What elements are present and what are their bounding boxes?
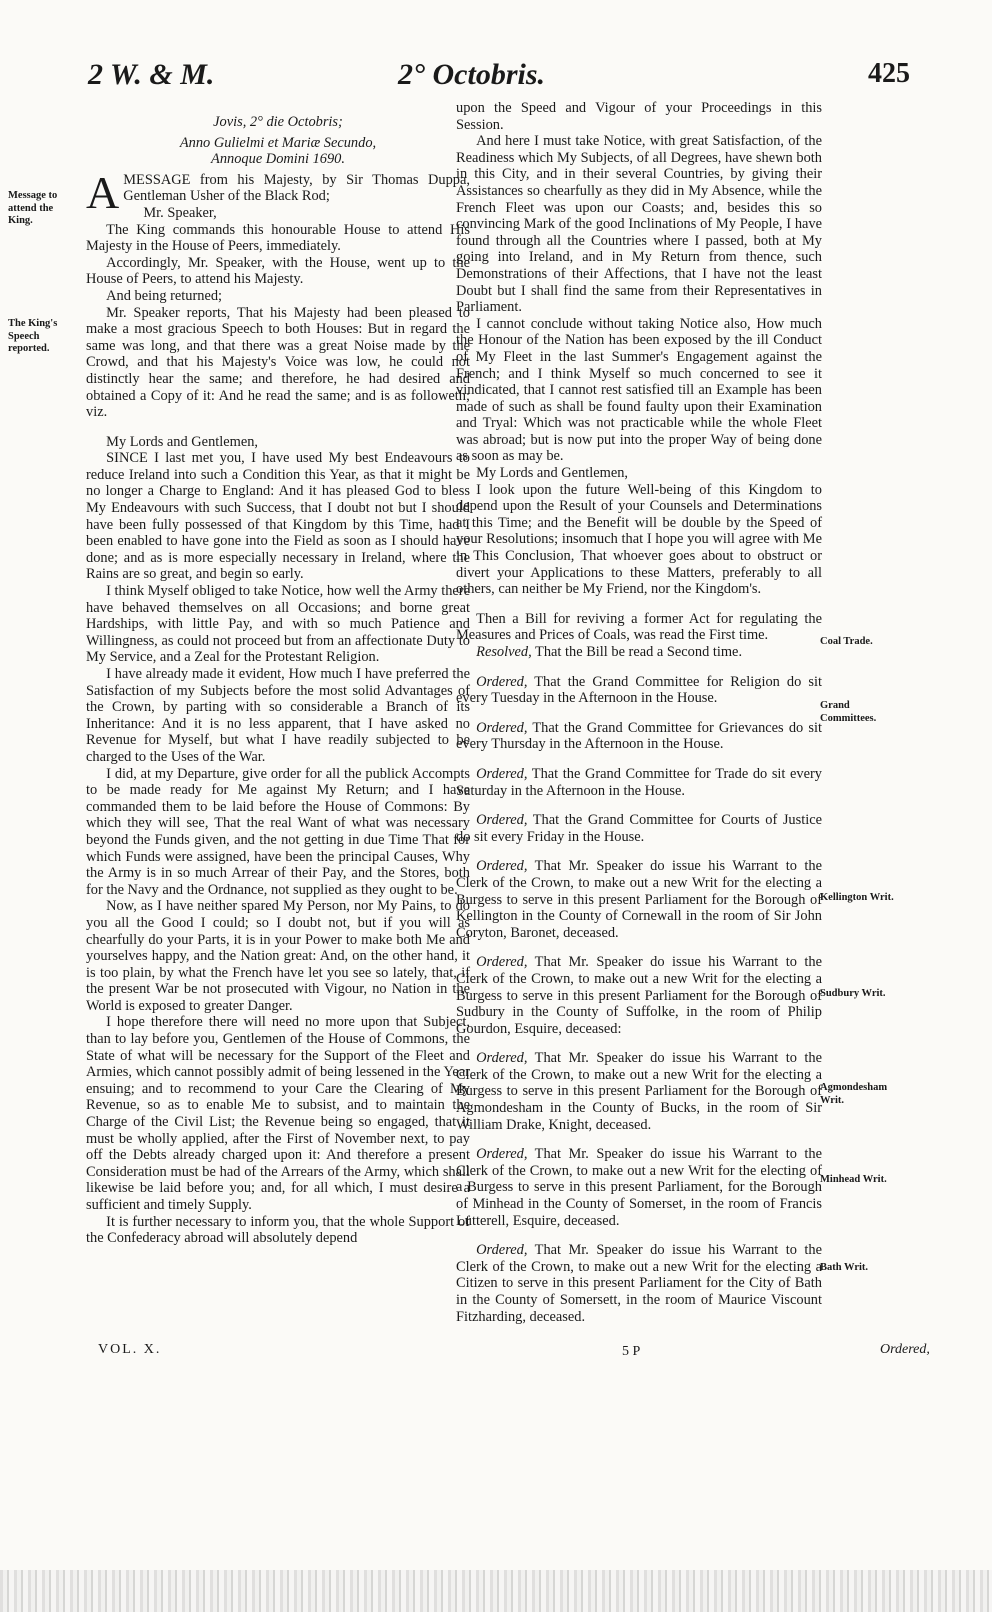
speech-paragraph: I think Myself obliged to take Notice, how well the Army there have behaved themselves on all Occasions; and borne great Hardships, with little Pay, and with so much Patience and Willingness, as could not proceed but from an affectionate Duty to My Service, and a Zeal for the Protestant Religion. [86, 583, 470, 666]
speaker-reports: Mr. Speaker reports, That his Majesty had been pleased to make a most gracious Speech to both Houses: But in regard the same was long, and that there was a great Noise made by the Crowd, and that his Majesty's Voice was low, he could not distinctly hear the same; and therefore, he had desired and obtained a Copy of it: And he read the same; and is as followeth; viz. [86, 304, 470, 421]
margin-note-message: Message to attend the King. [8, 190, 58, 226]
order-entry [456, 674, 822, 707]
order-text: That the Grand Committee for Trade do sit every Saturday in the Afternoon in the House. [456, 765, 822, 799]
ordered-word: Ordered, [476, 1050, 528, 1067]
king-commands: The King commands this honourable House to attend His Majesty in the House of Peers, immediately. [86, 221, 470, 255]
margin-note-sudbury: Sudbury Writ. [820, 988, 886, 999]
order-entry [456, 858, 822, 941]
scan-edge-strip [0, 1570, 992, 1612]
order-text: That Mr. Speaker do issue his Warrant to the Clerk of the Crown, to make out a new Writ for the electing a Burgess to serve in this present Parliament for the Borough of Sudbury in the County of Suffolke, in the room of Philip Gourdon, Esquire, deceased: [456, 954, 822, 1037]
running-head-center: 2° Octobris. [398, 58, 545, 91]
message-text: MESSAGE from his Majesty, by Sir Thomas Duppa, Gentleman Usher of the Black Rod; [123, 171, 470, 205]
order-text: That Mr. Speaker do issue his Warrant to the Clerk of the Crown, to make out a new Writ for the electing of a Burgess to serve in this present Parliament, for the Borough of Minhead in the County of Somerset, in the room of Francis Lutterell, Esquire, deceased. [456, 1146, 822, 1229]
margin-note-speech: The King's Speech reported. [8, 318, 58, 354]
ordered-word: Ordered, [476, 1242, 528, 1259]
page-number: 425 [868, 58, 910, 89]
anno-line-1: Anno Gulielmi et Mariæ Secundo, [179, 134, 377, 151]
order-entry [456, 1146, 822, 1229]
speech-paragraph: Now, as I have neither spared My Person, nor My Pains, to do you all the Good I could; so I doubt not, but if you will as chearfully do your Parts, it is in your Power to make both Me and yourselves happy, and the Nation great: And, on the other hand, it is too plain, by what the French have let you see so lately, that, if the present War be not prosecuted with Vigour, no Nation in the World is exposed to greater Danger. [86, 898, 470, 1014]
margin-note-grand: Grand Committees. [820, 700, 877, 724]
accordingly: Accordingly, Mr. Speaker, with the House, went up to the House of Peers, to attend his Majesty. [86, 254, 470, 288]
order-entry [456, 1050, 822, 1133]
speech-paragraph: SINCE I last met you, I have used My best Endeavours to reduce Ireland into such a Condition this Year, as that it might be no longer a Charge to England: And it has pleased God to bless My Endeavours with such Success, that I doubt not but I should have been fully possessed of that Kingdom by this Time, had I been enabled to have gone into the Field as soon as I should have done; and as is more especially necessary in Ireland, where the Rains are so great, and begin so early. [86, 450, 470, 583]
being-returned: And being returned; [106, 287, 223, 304]
anno-line-2: Annoque Domini 1690. [211, 151, 345, 168]
order-text: That Mr. Speaker do issue his Warrant to the Clerk of the Crown, to make out a new Writ for the electing a Citizen to serve in this present Parliament for the City of Bath in the County of Somersett, in the room of Maurice Viscount Fitzharding, deceased. [456, 1242, 822, 1325]
salutation: My Lords and Gentlemen, [106, 433, 259, 450]
drop-cap: A [86, 166, 120, 218]
mr-speaker: Mr. Speaker, [143, 204, 217, 221]
right-column [456, 100, 822, 1325]
speech-paragraph: I hope therefore there will need no more upon that Subject, than to lay before you, Gentlemen of the House of Commons, the State of what will be necessary for the Support of the Fleet and Armies, which cannot possibly admit of being lessened in the Year ensuing; and to recommend to your Care the Clearing of My Revenue, so as to enable Me to subsist, and to maintain the Charge of the Civil List; the Revenue being so engaged, that it must be wholly applied, after the First of November next, to pay off the Debts already charged upon it: And therefore a present Consideration must be had of the Arrears of the Army, which shall likewise be laid before you; and, for all which, I must desire a sufficient and timely Supply. [86, 1014, 470, 1213]
resolved-word: Resolved, [476, 644, 532, 660]
ordered-word: Ordered, [476, 858, 528, 875]
coal-bill: Then a Bill for reviving a former Act for regulating the Measures and Prices of Coals, was read the First time. [456, 610, 822, 644]
salutation: My Lords and Gentlemen, [476, 465, 629, 482]
resolved-entry [456, 644, 822, 661]
margin-note-kellington: Kellington Writ. [820, 892, 894, 903]
margin-note-coal: Coal Trade. [820, 636, 873, 647]
margin-note-bath: Bath Writ. [820, 1262, 869, 1273]
ordered-word: Ordered, [476, 1146, 528, 1163]
ordered-word: Ordered, [476, 719, 528, 736]
speech-paragraph: I cannot conclude without taking Notice also, How much the Honour of the Nation has been exposed by the ill Conduct of My Fleet in the last Summer's Engagement against the French; and I think Myself so much concerned to see it vindicated, that I cannot rest satisfied till an Example has been made of such as shall be found faulty upon their Examination and Tryal: Which was not practicable while the whole Fleet was abroad; but is now put into the proper Way of being done as soon as may be. [456, 315, 822, 465]
resolved-text: That the Bill be read a Second time. [531, 644, 743, 660]
margin-note-minhead: Minhead Writ. [820, 1174, 887, 1185]
order-text: That the Grand Committee for Courts of Justice do sit every Friday in the House. [456, 812, 822, 845]
speech-paragraph: I have already made it evident, How much I have preferred the Satisfaction of my Subjects before the most solid Advantages of the Crown, by parting with so considerable a Branch of its Inheritance: And it is no less apparent, that I have asked no Revenue for Myself, but what I have readily subjected to be charged to the Uses of the War. [86, 666, 470, 765]
ordered-word: Ordered, [476, 673, 528, 690]
order-entry [456, 954, 822, 1037]
ordered-word: Ordered, [476, 954, 528, 971]
ordered-word: Ordered, [476, 812, 528, 829]
speech-continuation: upon the Speed and Vigour of your Proceedings in this Session. [456, 100, 822, 133]
volume-mark: VOL. X. [98, 1342, 162, 1357]
ordered-word: Ordered, [476, 765, 528, 782]
speech-paragraph: I did, at my Departure, give order for all the publick Accompts to be made ready for Me against My Return; and I have commanded them to be laid before the House of Commons: By which they will see, That the real Want of what was necessary beyond the Funds given, and the not getting in due Time That for which Funds were assigned, have been the principal Causes, Why the Army is in so much Arrear of their Pay, and the Stores, both for the Navy and the Ordnance, not supplied as they ought to be. [86, 765, 470, 898]
order-entry [456, 812, 822, 845]
margin-note-agmondesham: Agmondesham Writ. [820, 1082, 888, 1106]
running-head-left: 2 W. & M. [88, 58, 215, 91]
signature-mark: 5 P [622, 1344, 641, 1359]
order-text: That Mr. Speaker do issue his Warrant to the Clerk of the Crown, to make out a new Writ for the electing a Burgess to serve in this present Parliament for the Borough of Kellington in the County of Cornewall in the room of Sir John Coryton, Baronet, deceased. [456, 858, 822, 941]
left-column [86, 114, 470, 1247]
speech-paragraph: I look upon the future Well-being of this Kingdom to depend upon the Result of your Counsels and Determinations at this Time; and the Benefit will be double by the Speed of your Resolutions; insomuch that I hope you will agree with Me in This Conclusion, That whoever goes about to obstruct or divert your Applications to these Matters, preferably to all others, can neither be My Friend, nor the Kingdom's. [456, 481, 822, 598]
order-text: That Mr. Speaker do issue his Warrant to the Clerk of the Crown, to make out a new Writ for the electing a Burgess to serve in this present Parliament for the Borough of Agmondesham in the County of Bucks, in the room of Sir William Drake, Knight, deceased. [456, 1050, 822, 1133]
order-entry [456, 766, 822, 799]
catchword: Ordered, [880, 1342, 930, 1357]
order-entry [456, 720, 822, 753]
speech-paragraph: It is further necessary to inform you, that the whole Support of the Confederacy abroad will absolutely depend [86, 1213, 470, 1247]
order-entry [456, 1242, 822, 1325]
order-text: That the Grand Committee for Grievances do sit every Thursday in the Afternoon in the House. [456, 719, 822, 753]
order-text: That the Grand Committee for Religion do sit every Tuesday in the Afternoon in the House. [456, 673, 822, 707]
speech-paragraph: And here I must take Notice, with great Satisfaction, of the Readiness which My Subjects, of all Degrees, have shewn both in this City, and in their several Countries, by giving their Assistances so chearfully as they did in My Absence, while the French Fleet was upon our Coasts; and, besides this so convincing Mark of the good Inclinations of My People, I have found through all the Countries where I passed, both at My going into Ireland, and in My Return from thence, such Demonstrations of their Affections, that I have not the least Doubt but I shall find the same from their Representatives in Parliament. [456, 133, 822, 316]
date-line: Jovis, 2° die Octobris; [213, 114, 343, 130]
